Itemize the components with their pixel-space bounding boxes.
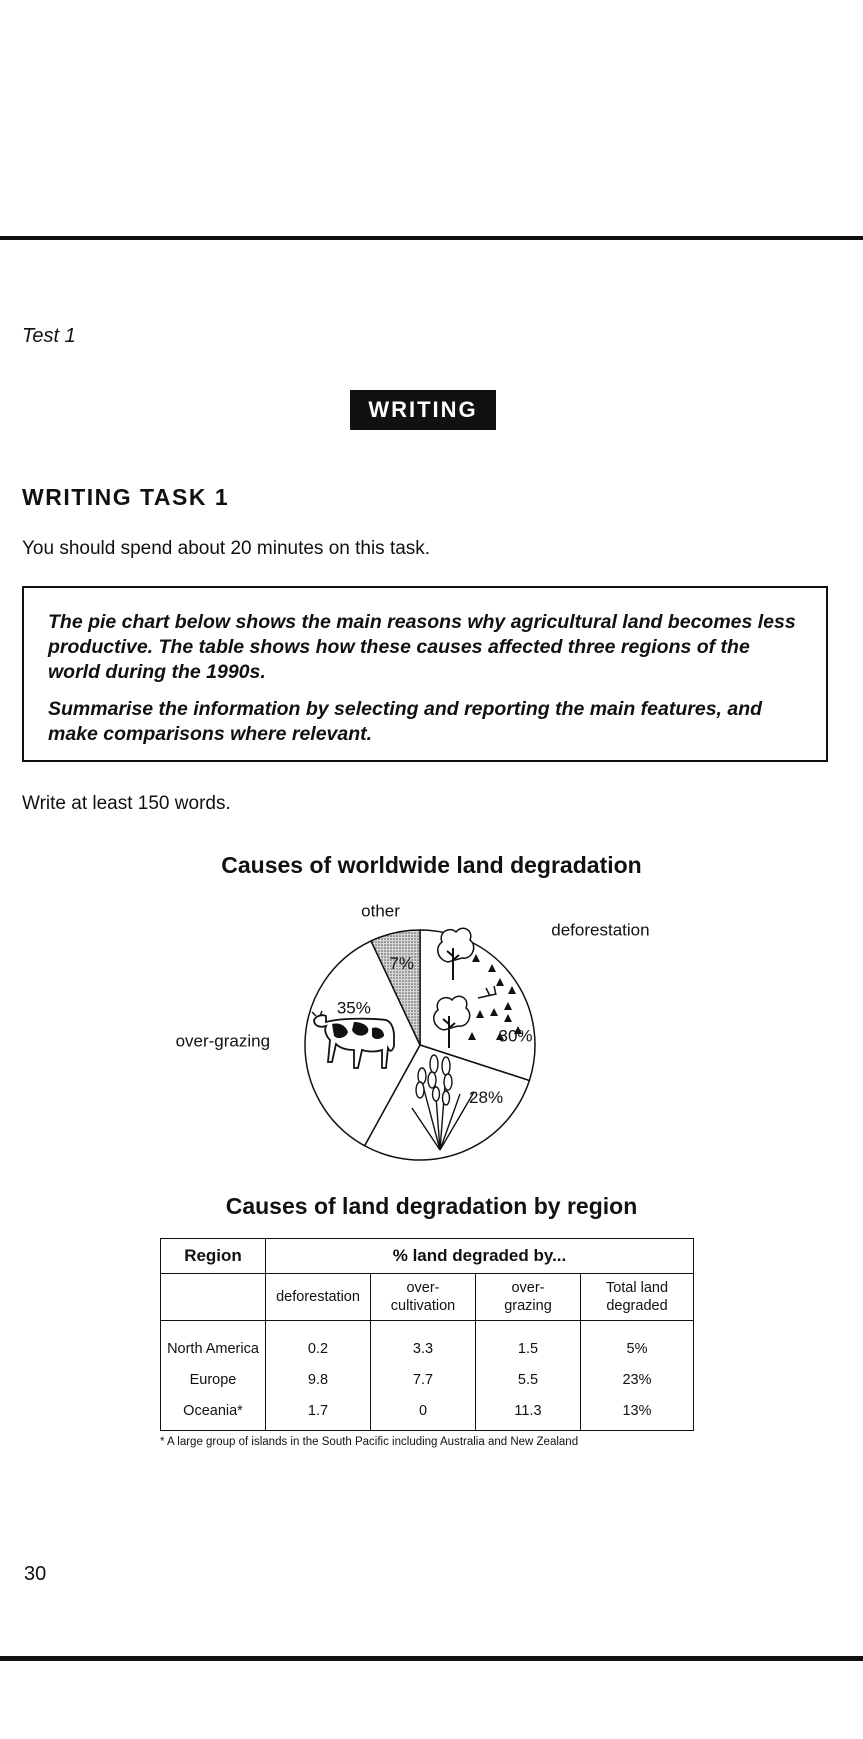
table-subheader-empty — [161, 1274, 266, 1321]
bottom-rule — [0, 1656, 863, 1661]
table-cell: 9.8 — [266, 1364, 371, 1395]
table-cell: 1.5 — [476, 1321, 581, 1365]
table-col-header: over- grazing — [476, 1274, 581, 1321]
page-number: 30 — [24, 1563, 47, 1585]
table-region-cell: Oceania* — [161, 1395, 266, 1431]
table-cell: 11.3 — [476, 1395, 581, 1431]
table-cell: 3.3 — [371, 1321, 476, 1365]
time-instruction: You should spend about 20 minutes on this task. — [22, 538, 431, 559]
table-cell: 13% — [581, 1395, 694, 1431]
pie-chart-title: Causes of worldwide land degradation — [221, 852, 642, 878]
table-row — [161, 1321, 694, 1365]
task-prompt-box — [22, 586, 828, 762]
top-rule — [0, 236, 863, 240]
table-cell: 5.5 — [476, 1364, 581, 1395]
pie-category-label: deforestation — [551, 920, 650, 940]
table-footnote: * A large group of islands in the South Pacific including Australia and New Zealand — [160, 1436, 579, 1448]
pie-value-label: 28% — [469, 1087, 504, 1107]
table-cell: 0.2 — [266, 1321, 371, 1365]
table-cell: 23% — [581, 1364, 694, 1395]
table-cell: 7.7 — [371, 1364, 476, 1395]
task-prompt-paragraph-2: Summarise the information by selecting and reporting the main features, and make comparisons where relevant. — [48, 698, 763, 745]
pie-category-label: other — [361, 901, 400, 921]
test-label: Test 1 — [22, 325, 76, 347]
table-cell: 0 — [371, 1395, 476, 1431]
task-prompt-paragraph-1: The pie chart below shows the main reasons why agricultural land becomes less productive. The table shows how these causes affected three regions of the world during the 1990s. — [48, 611, 796, 683]
table-cell: 5% — [581, 1321, 694, 1365]
table-cell: 1.7 — [266, 1395, 371, 1431]
table-header-row — [161, 1239, 694, 1274]
table-row — [161, 1395, 694, 1431]
table-col-header: over- cultivation — [371, 1274, 476, 1321]
pie-chart — [0, 890, 863, 1180]
section-badge: WRITING — [350, 390, 496, 430]
table-col-header: deforestation — [266, 1274, 371, 1321]
table-subheader-row — [161, 1274, 694, 1321]
table-header-region: Region — [161, 1239, 266, 1274]
task-title: WRITING TASK 1 — [22, 484, 230, 510]
region-table — [160, 1238, 694, 1431]
pie-value-label: 35% — [336, 998, 371, 1018]
table-header-group: % land degraded by... — [266, 1239, 694, 1274]
table-region-cell: North America — [161, 1321, 266, 1365]
table-col-header: Total land degraded — [581, 1274, 694, 1321]
table-title: Causes of land degradation by region — [225, 1193, 638, 1219]
table-region-cell: Europe — [161, 1364, 266, 1395]
pie-value-label: 30% — [498, 1026, 533, 1046]
pie-category-label: over-grazing — [175, 1031, 271, 1051]
table-row — [161, 1364, 694, 1395]
word-count-instruction: Write at least 150 words. — [22, 793, 231, 814]
pie-value-label: 7% — [389, 954, 414, 974]
